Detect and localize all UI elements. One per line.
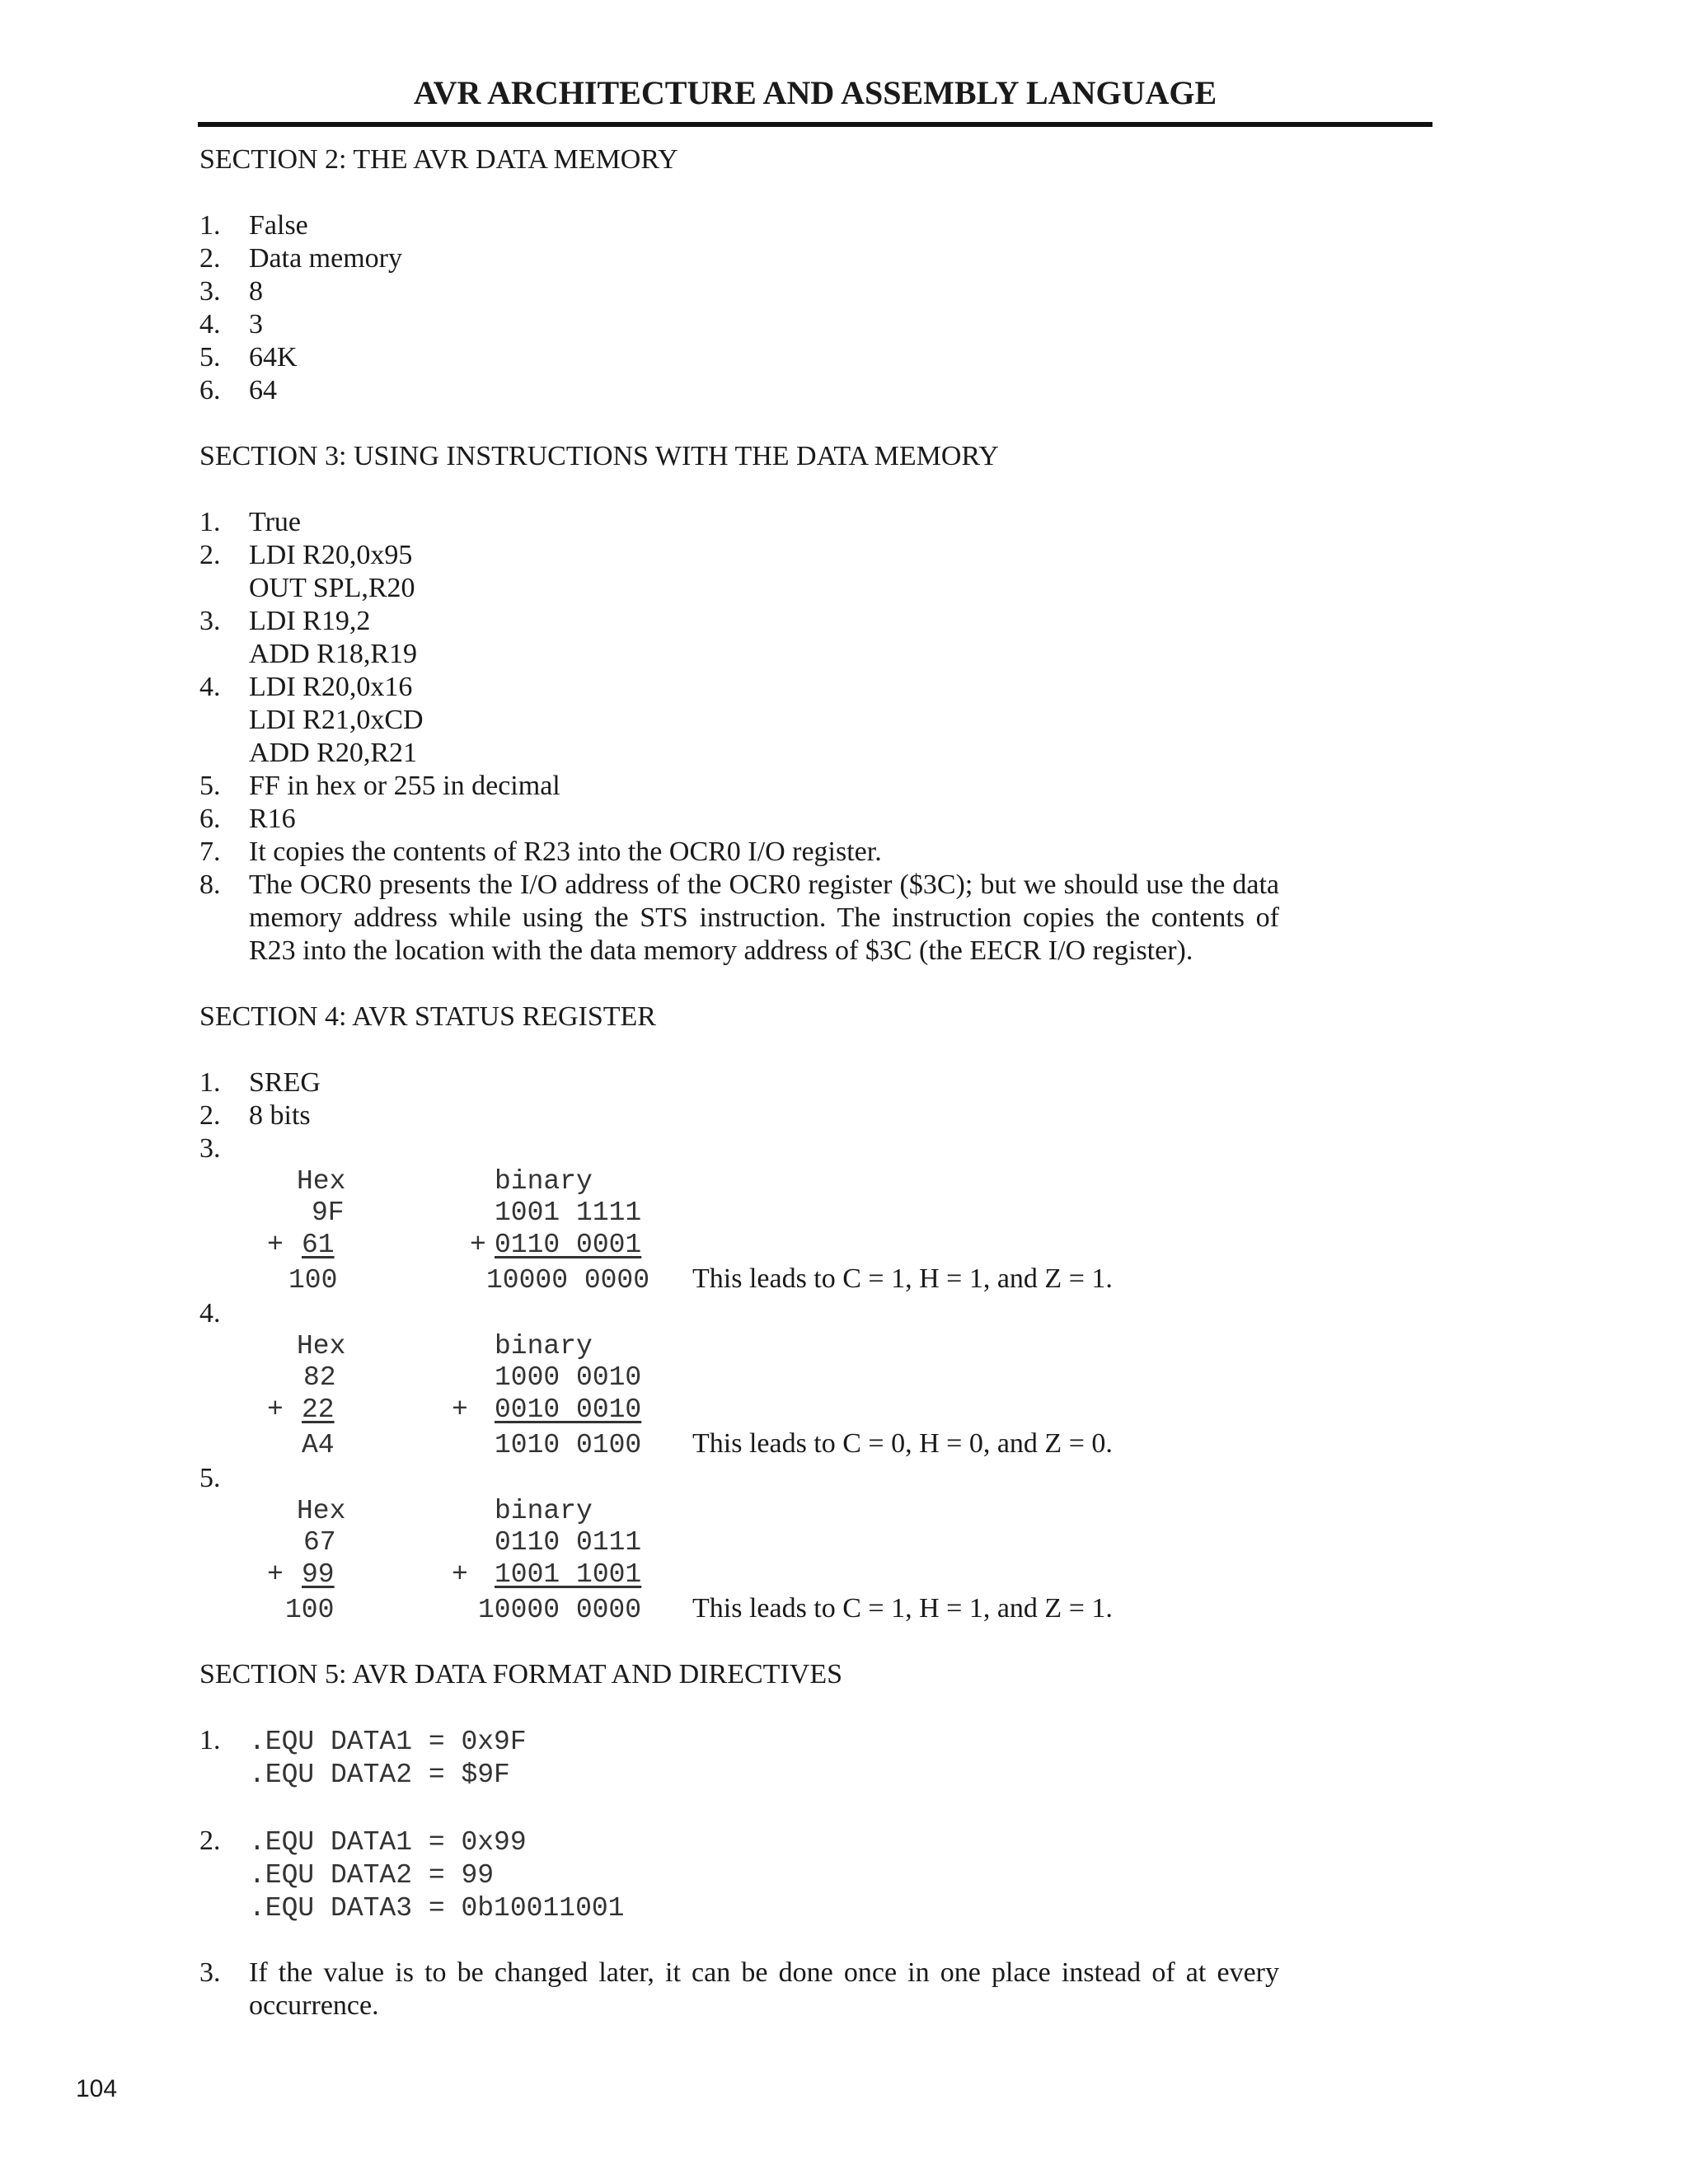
item-number: 7. [199,837,221,867]
section-4-heading: SECTION 4: AVR STATUS REGISTER [199,1001,656,1032]
plus-sign: + [452,1559,468,1590]
item-number: 1. [199,507,221,537]
answer-text: It copies the contents of R23 into the OCR0 I/O register. [249,837,882,867]
item-number: 5. [199,1463,221,1493]
binary-operand: 0110 0111 [495,1527,642,1558]
directive-line: .EQU DATA2 = $9F [249,1760,510,1790]
item-number: 4. [199,1298,221,1329]
binary-sum: 1010 0100 [495,1430,642,1460]
hex-column-label: Hex [297,1496,346,1526]
code-line: LDI R20,0x16 [249,672,413,702]
binary-operand: 0010 0010 [495,1394,642,1425]
binary-column-label: binary [495,1496,593,1526]
item-number: 3. [199,276,221,307]
hex-operand: 67 [303,1527,336,1558]
section-3-heading: SECTION 3: USING INSTRUCTIONS WITH THE DATA MEMORY [199,441,999,471]
item-number: 2. [199,1100,221,1131]
binary-column-label: binary [495,1166,593,1197]
directive-line: .EQU DATA2 = 99 [249,1860,495,1891]
answer-text: FF in hex or 255 in decimal [249,771,560,801]
hex-operand: 9F [312,1197,345,1228]
hex-operand: 82 [303,1362,336,1393]
item-number: 3. [199,1957,221,1988]
hex-operand: 22 [302,1394,335,1425]
hex-column-label: Hex [297,1166,346,1197]
header-rule [198,122,1432,127]
answer-text: 64K [249,342,298,373]
item-number: 4. [199,672,221,702]
item-number: 8. [199,869,221,900]
section-5-heading: SECTION 5: AVR DATA FORMAT AND DIRECTIVES [199,1659,843,1690]
answer-text: 64 [249,375,277,405]
item-number: 2. [199,540,221,570]
item-number: 1. [199,1067,221,1098]
hex-column-label: Hex [297,1331,346,1361]
binary-column-label: binary [495,1331,593,1361]
directive-line: .EQU DATA1 = 0x99 [249,1827,527,1858]
plus-sign: + [452,1394,468,1425]
binary-operand: 1000 0010 [495,1362,642,1393]
answer-text: True [249,507,301,537]
answer-text: Data memory [249,243,402,274]
answer-text: R16 [249,804,296,834]
code-line: LDI R19,2 [249,606,371,636]
hex-sum: A4 [302,1430,335,1460]
page-number: 104 [76,2075,118,2102]
answer-text: 8 [249,276,263,307]
item-number: 1. [199,1725,221,1755]
item-number: 2. [199,1825,221,1856]
item-number: 1. [199,210,221,241]
answer-text: False [249,210,308,241]
binary-operand: 1001 1111 [495,1197,642,1228]
item-number: 3. [199,1133,221,1164]
section-2-heading: SECTION 2: THE AVR DATA MEMORY [199,144,678,175]
item-number: 5. [199,771,221,801]
item-number: 2. [199,243,221,274]
binary-operand: 1001 1001 [495,1559,642,1590]
code-line: LDI R20,0x95 [249,540,413,570]
directive-line: .EQU DATA1 = 0x9F [249,1727,527,1757]
answer-paragraph: The OCR0 presents the I/O address of the OCR0 register ($3C); but we should use the data memory address while using the STS instruction. The instruction copies the contents of R23 into the location with the data memory address of $3C (the EECR I/O register). [249,869,1279,966]
page-header-title: AVR ARCHITECTURE AND ASSEMBLY LANGUAGE [413,74,1217,111]
item-number: 3. [199,606,221,636]
binary-sum: 10000 0000 [486,1265,650,1296]
code-line: LDI R21,0xCD [249,705,424,735]
plus-sign: + [267,1230,284,1260]
code-line: ADD R20,R21 [249,738,418,768]
directive-line: .EQU DATA3 = 0b10011001 [249,1893,625,1924]
item-number: 6. [199,375,221,405]
hex-sum: 100 [288,1265,338,1296]
item-number: 6. [199,804,221,834]
item-number: 5. [199,342,221,373]
answer-text: 8 bits [249,1100,311,1131]
code-line: OUT SPL,R20 [249,573,415,603]
hex-sum: 100 [285,1595,335,1625]
plus-sign: + [267,1394,284,1425]
answer-text: 3 [249,309,263,340]
hex-operand: 99 [302,1559,335,1590]
hex-operand: 61 [302,1230,335,1260]
binary-operand: 0110 0001 [495,1230,642,1260]
plus-sign: + [470,1230,486,1260]
plus-sign: + [267,1559,284,1590]
item-number: 4. [199,309,221,340]
answer-paragraph: If the value is to be changed later, it can be done once in one place instead of at every occurrence. [249,1957,1279,2021]
flag-result: This leads to C = 0, H = 0, and Z = 0. [692,1428,1113,1459]
flag-result: This leads to C = 1, H = 1, and Z = 1. [692,1263,1113,1294]
code-line: ADD R18,R19 [249,639,418,669]
flag-result: This leads to C = 1, H = 1, and Z = 1. [692,1593,1113,1624]
answer-text: SREG [249,1067,321,1098]
binary-sum: 10000 0000 [478,1595,642,1625]
